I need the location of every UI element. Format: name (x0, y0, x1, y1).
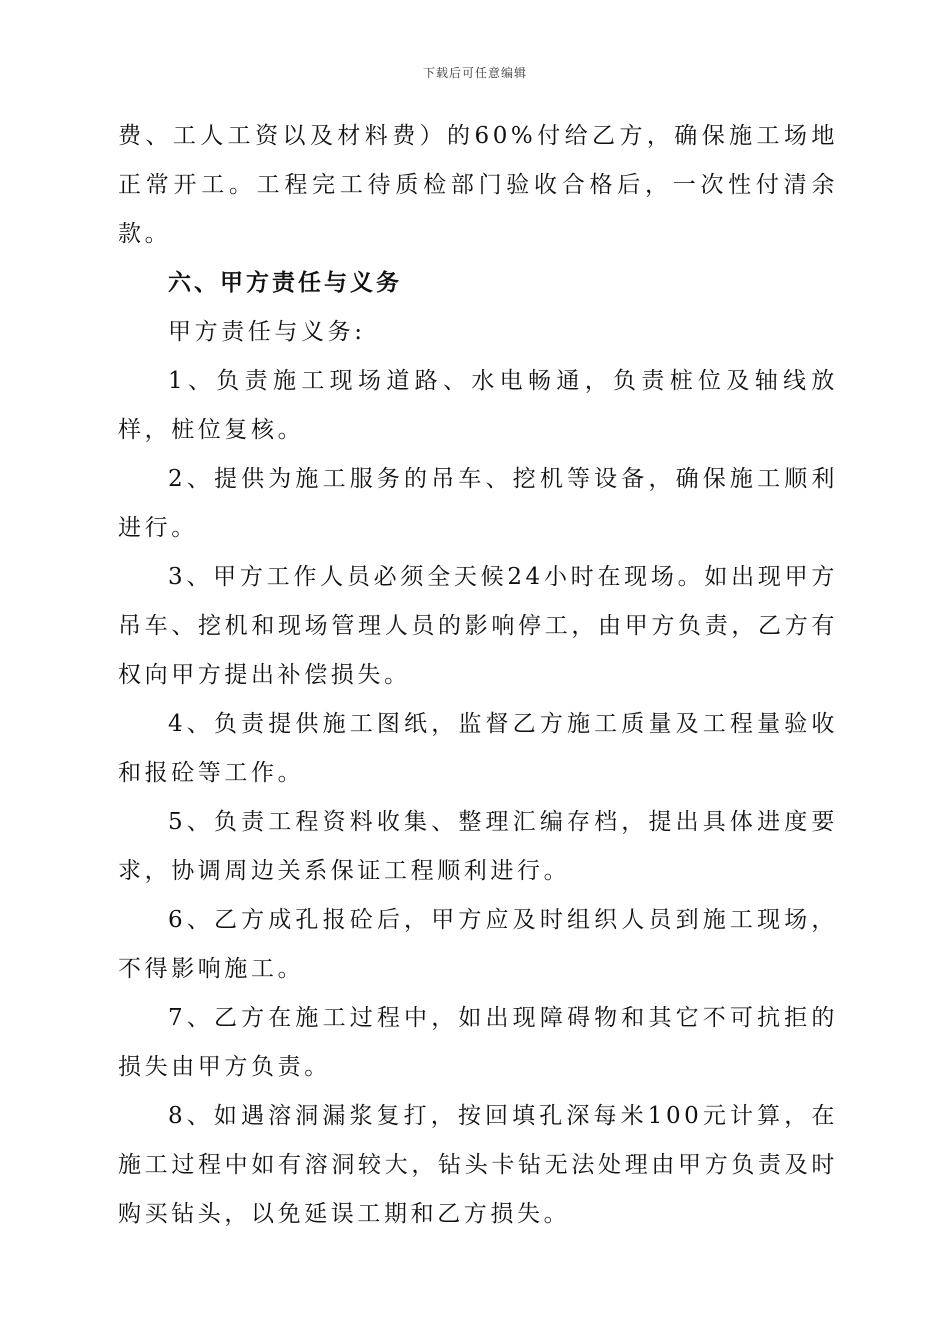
list-item-8: 8、如遇溶洞漏浆复打，按回填孔深每米100元计算，在施工过程中如有溶洞较大，钻头卡钻无法处理由甲方负责及时购买钻头，以免延误工期和乙方损失。 (118, 1103, 838, 1227)
list-item-6: 6、乙方成孔报砼后，甲方应及时组织人员到施工现场，不得影响施工。 (118, 907, 838, 982)
list-item-5: 5、负责工程资料收集、整理汇编存档，提出具体进度要求，协调周边关系保证工程顺利进行。 (118, 809, 838, 884)
list-item-1: 1、负责施工现场道路、水电畅通，负责桩位及轴线放样，桩位复核。 (118, 368, 838, 443)
list-item-3: 3、甲方工作人员必须全天候24小时在现场。如出现甲方吊车、挖机和现场管理人员的影响停工，由甲方负责，乙方有权向甲方提出补偿损失。 (118, 564, 838, 688)
paragraph-payment-terms: 费、工人工资以及材料费）的60%付给乙方，确保施工场地正常开工。工程完工待质检部门验收合格后，一次性付清余款。 (118, 123, 838, 247)
list-item-2: 2、提供为施工服务的吊车、挖机等设备，确保施工顺利进行。 (118, 466, 838, 541)
document-body (118, 112, 838, 1239)
list-item-7: 7、乙方在施工过程中，如出现障碍物和其它不可抗拒的损失由甲方负责。 (118, 1005, 838, 1080)
section-heading: 六、甲方责任与义务 (168, 270, 402, 296)
header-note: 下载后可任意编辑 (422, 66, 527, 80)
list-item-4: 4、负责提供施工图纸，监督乙方施工质量及工程量验收和报砼等工作。 (118, 711, 838, 786)
paragraph-intro: 甲方责任与义务: (168, 319, 366, 345)
